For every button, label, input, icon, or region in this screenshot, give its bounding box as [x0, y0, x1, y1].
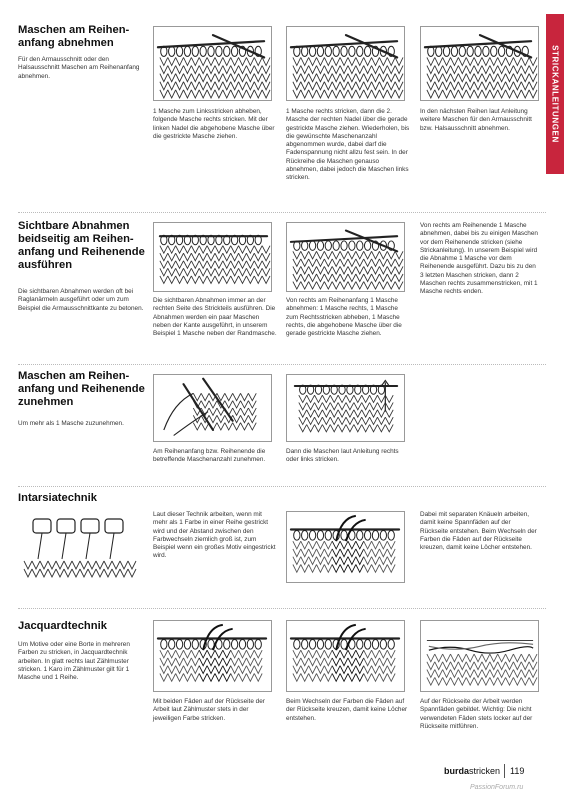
fig-intarsia-2-illustration-svg: [287, 512, 404, 582]
fig-zunehmen-2-illustration: [286, 374, 405, 442]
fig-abnehmen-3-illustration: [420, 26, 539, 101]
caption-abnehmen-3: In den nächsten Reihen laut Anleitung weitere Maschen für den Armausschnitt bzw. Halsausschnitt abnehmen.: [420, 108, 532, 132]
fig-abnehmen-3-illustration-svg: [421, 27, 538, 100]
fig-jacquard-1-illustration: [153, 620, 272, 692]
fig-abnehmen-1-illustration-svg: [154, 27, 271, 100]
fig-sichtbar-2-illustration: [286, 222, 405, 292]
fig-abnehmen-2-illustration-svg: [287, 27, 404, 100]
caption-abnehmen-1: 1 Masche zum Linksstricken abheben, folgende Masche rechts stricken. Mit der linken Nadel die abgehobene Masche über die gestrickte Masche ziehen.: [153, 108, 275, 140]
fig-jacquard-1-illustration-svg: [154, 621, 271, 691]
section-intro-abnehmen: Für den Armausschnitt oder den Halsausschnitt Maschen am Reihenanfang abnehmen.: [18, 56, 140, 80]
section-title-zunehmen: Maschen am Reihen- anfang und Reihenende zunehmen: [18, 370, 145, 408]
caption-sichtbar-1: Die sichtbaren Abnahmen immer an der rechten Seite des Strickteils ausführen. Die Abnahmen werden ein paar Maschen neben der Kante ausgeführt, in unserem Beispiel 1 Masche neben der Randmasche.: [153, 297, 277, 338]
section-intro-jacquard: Um Motive oder eine Borte in mehreren Farben zu stricken, in Jacquardtechnik arbeiten. In glatt rechts laut Zählmuster stricken. 1 Karo im Zählmuster gilt für 1 Masche und 1 Reihe.: [18, 641, 130, 682]
caption-jacquard-3: Auf der Rückseite der Arbeit werden Spannfäden gebildet. Wichtig: Die nicht verwendeten Fäden stets locker auf der Rückseite mitführen.: [420, 698, 533, 730]
section-title-jacquard: Jacquardtechnik: [18, 620, 107, 632]
section-divider: [18, 608, 546, 609]
caption-sichtbar-3: Von rechts am Reihenende 1 Masche abnehmen, dabei bis zu einigen Maschen vor dem Reihenende stricken (siehe Strickanleitung). In unserem Beispiel wird die Abnahme 1 Masche vor dem Reihenende ausgeführt. Dazu bis zu den 3 letzten Maschen stricken, dann 2 Maschen rechts zusammenstricken, mit 1 Masche rechts enden.: [420, 222, 538, 296]
section-intro-sichtbare-abnahmen: Die sichtbaren Abnahmen werden oft bei Raglanärmeln ausgeführt oder um zum Beispiel die Armausschnittkante zu betonen.: [18, 288, 144, 312]
caption-zunehmen-1: Am Reihenanfang bzw. Reihenende die betreffende Maschenanzahl zunehmen.: [153, 448, 266, 464]
caption-abnehmen-2: 1 Masche rechts stricken, dann die 2. Masche der rechten Nadel über die gerade gestrickte Masche ziehen. Wiederholen, bis die gewünschte Maschenanzahl abgenommen wurde, dabei darf die Fadenspannung nicht allzu fest sein. In der Rückreihe die Maschen genauso abnehmen, dabei jedoch die Maschen links stricken.: [286, 108, 410, 182]
section-intro-zunehmen: Um mehr als 1 Masche zuzunehmen.: [18, 420, 124, 427]
footer-brand-suffix: stricken: [469, 766, 501, 776]
footer-separator: [504, 764, 505, 778]
fig-sichtbar-1-illustration: [153, 222, 272, 292]
fig-abnehmen-2-illustration: [286, 26, 405, 101]
section-divider: [18, 212, 546, 213]
section-title-abnehmen: Maschen am Reihen- anfang abnehmen: [18, 24, 130, 49]
watermark: PassionForum.ru: [470, 784, 524, 791]
fig-zunehmen-2-illustration-svg: [287, 375, 404, 441]
page-footer: [444, 764, 524, 778]
fig-jacquard-3-illustration: [420, 620, 539, 692]
caption-zunehmen-2: Dann die Maschen laut Anleitung rechts oder links stricken.: [286, 448, 399, 464]
fig-intarsia-2-illustration: [286, 511, 405, 583]
caption-intarsia-1: Laut dieser Technik arbeiten, wenn mit mehr als 1 Farbe in einer Reihe gestrickt wird und der Abstand zwischen den Farbwechseln ziemlich groß ist, zum Beispiel wenn ein großes Motiv eingestrickt wird.: [153, 511, 276, 560]
side-tab: [546, 14, 564, 174]
caption-sichtbar-2: Von rechts am Reihenanfang 1 Masche abnehmen: 1 Masche rechts, 1 Masche zum Rechtsstricken abheben, 1 Masche rechts, die abgehobene Masche über die gerade gestrickte Masche ziehen.: [286, 297, 402, 338]
section-divider: [18, 486, 546, 487]
fig-jacquard-3-illustration-svg: [421, 621, 538, 691]
fig-intarsia-1-illustration: [18, 511, 137, 583]
fig-jacquard-2-illustration: [286, 620, 405, 692]
fig-zunehmen-1-illustration-svg: [154, 375, 271, 441]
caption-intarsia-2: Dabei mit separaten Knäueln arbeiten, damit keine Spannfäden auf der Rückseite entstehen. Beim Wechseln der Farben die Fäden auf der Rückseite kreuzen, damit keine Löcher entstehen.: [420, 511, 537, 552]
section-title-intarsia: Intarsiatechnik: [18, 492, 97, 504]
side-tab-label: STRICKANLEITUNGEN: [550, 45, 560, 143]
fig-zunehmen-1-illustration: [153, 374, 272, 442]
page-number: 119: [510, 766, 525, 776]
fig-intarsia-1-illustration-svg: [18, 511, 137, 583]
caption-jacquard-1: Mit beiden Fäden auf der Rückseite der Arbeit laut Zählmuster stets in der jeweiligen Farbe stricken.: [153, 698, 265, 722]
footer-brand: burda: [444, 766, 470, 776]
fig-sichtbar-1-illustration-svg: [154, 223, 271, 291]
fig-sichtbar-2-illustration-svg: [287, 223, 404, 291]
fig-jacquard-2-illustration-svg: [287, 621, 404, 691]
section-title-sichtbare-abnahmen: Sichtbare Abnahmen beidseitig am Reihen- anfang und Reihenende ausführen: [18, 220, 145, 271]
caption-jacquard-2: Beim Wechseln der Farben die Fäden auf der Rückseite kreuzen, damit keine Löcher entstehen.: [286, 698, 408, 722]
fig-abnehmen-1-illustration: [153, 26, 272, 101]
section-divider: [18, 364, 546, 365]
